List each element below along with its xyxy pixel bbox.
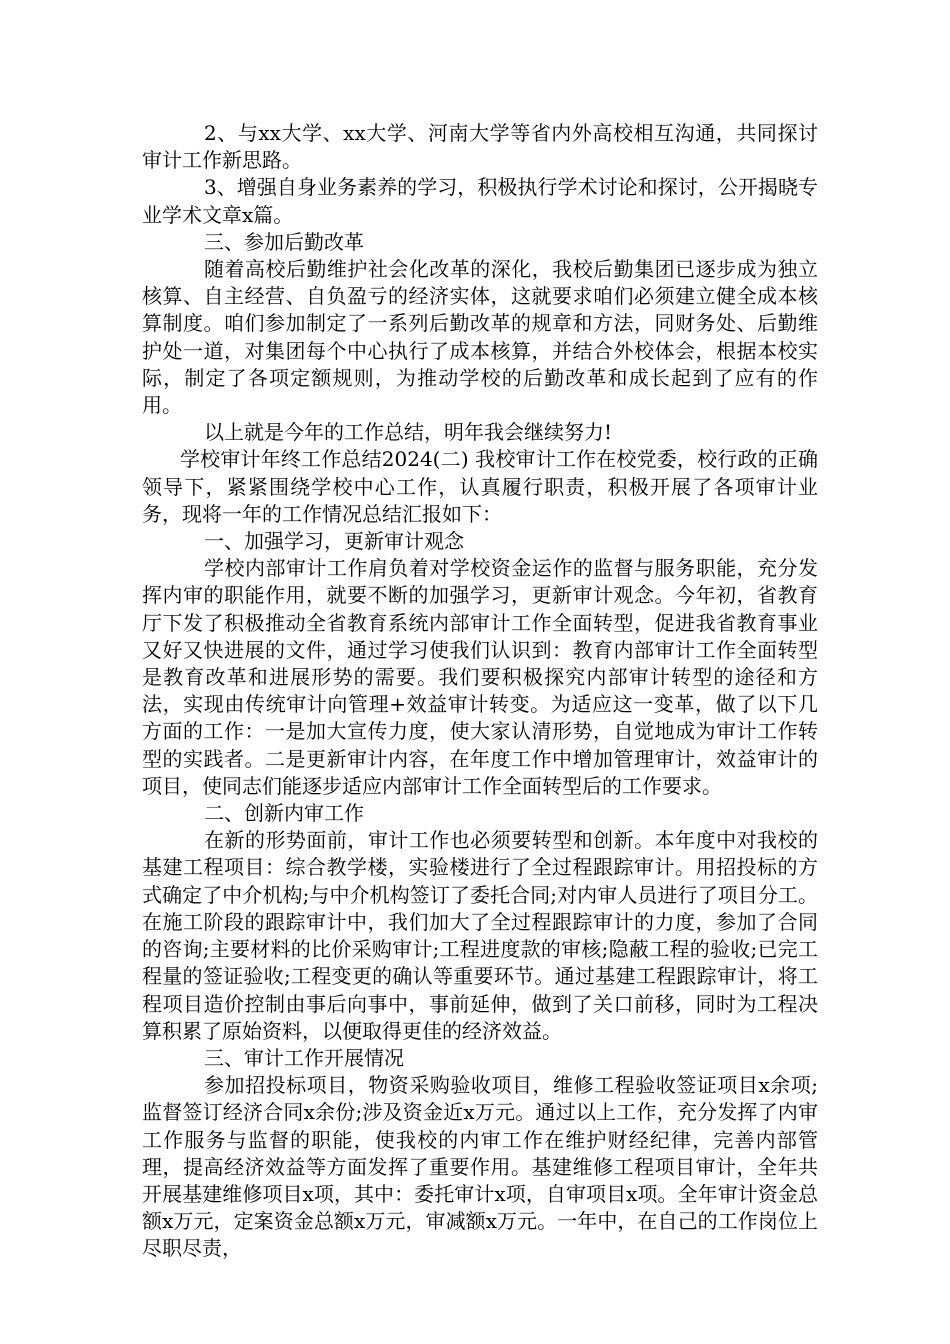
paragraph-12: 参加招投标项目，物资采购验收项目，维修工程验收签证项目x余项;监督签订经济合同x余份;涉及资金近x万元。通过以上工作，充分发挥了内审工作服务与监督的职能，使我校的内审工作在维护财经纪律，完善内部管理，提高经济效益等方面发挥了重要作用。基建维修工程项目审计，全年共开展基建维修项目x项，其中：委托审计x项，自审项目x项。全年审计资金总额x万元，定案资金总额x万元，审减额x万元。一年中，在自己的工作岗位上尽职尽责，: [142, 1073, 818, 1261]
paragraph-2: 3、增强自身业务素养的学习，积极执行学术讨论和探讨，公开揭晓专业学术文章x篇。: [142, 175, 818, 227]
paragraph-5: 以上就是今年的工作总结，明年我会继续努力!: [204, 420, 613, 445]
section-heading-1: 一、加强学习，更新审计观念: [204, 529, 464, 554]
paragraph-6: 学校审计年终工作总结2024(二) 我校审计工作在校党委，校行政的正确领导下，紧紧围绕学校中心工作，认真履行职责，积极开展了各项审计业务，现将一年的工作情况总结汇报如下：: [142, 447, 818, 526]
document-page: [142, 120, 818, 1263]
paragraph-8: 学校内部审计工作肩负着对学校资金运作的监督与服务职能，充分发挥内审的职能作用，就要不断的加强学习，更新审计观念。今年初，省教育厅下发了积极推动全省教育系统内部审计工作全面转型，促进我省教育事业又好又快进展的文件，通过学习使我们认识到：教育内部审计工作全面转型是教育改革和进展形势的需要。我们要积极探究内部审计转型的途径和方法，实现由传统审计向管理+效益审计转变。为适应这一变革，做了以下几方面的工作：一是加大宣传力度，使大家认清形势，自觉地成为审计工作转型的实践者。二是更新审计内容，在年度工作中增加管理审计，效益审计的项目，使同志们能逐步适应内部审计工作全面转型后的工作要求。: [142, 556, 818, 798]
section-heading-3: 三、参加后勤改革: [204, 229, 364, 254]
paragraph-1: 2、与xx大学、xx大学、河南大学等省内外高校相互沟通，共同探讨审计工作新思路。: [142, 121, 818, 173]
paragraph-10: 在新的形势面前，审计工作也必须要转型和创新。本年度中对我校的基建工程项目：综合教学楼，实验楼进行了全过程跟踪审计。用招投标的方式确定了中介机构;与中介机构签订了委托合同;对内审人员进行了项目分工。在施工阶段的跟踪审计中，我们加大了全过程跟踪审计的力度，参加了合同的咨询;主要材料的比价采购审计;工程进度款的审核;隐蔽工程的验收;已完工程量的签证验收;工程变更的确认等重要环节。通过基建工程跟踪审计，将工程项目造价控制由事后向事中，事前延伸，做到了关口前移，同时为工程决算积累了原始资料，以便取得更佳的经济效益。: [142, 828, 818, 1043]
section-heading-2: 二、创新内审工作: [204, 801, 364, 826]
paragraph-4: 随着高校后勤维护社会化改革的深化，我校后勤集团已逐步成为独立核算、自主经营、自负盈亏的经济实体，这就要求咱们必须建立健全成本核算制度。咱们参加制定了一系列后勤改革的规章和方法，同财务处、后勤维护处一道，对集团每个中心执行了成本核算，并结合外校体会，根据本校实际，制定了各项定额规则，为推动学校的后勤改革和成长起到了应有的作用。: [142, 257, 818, 418]
section-heading-3b: 三、审计工作开展情况: [204, 1045, 404, 1070]
